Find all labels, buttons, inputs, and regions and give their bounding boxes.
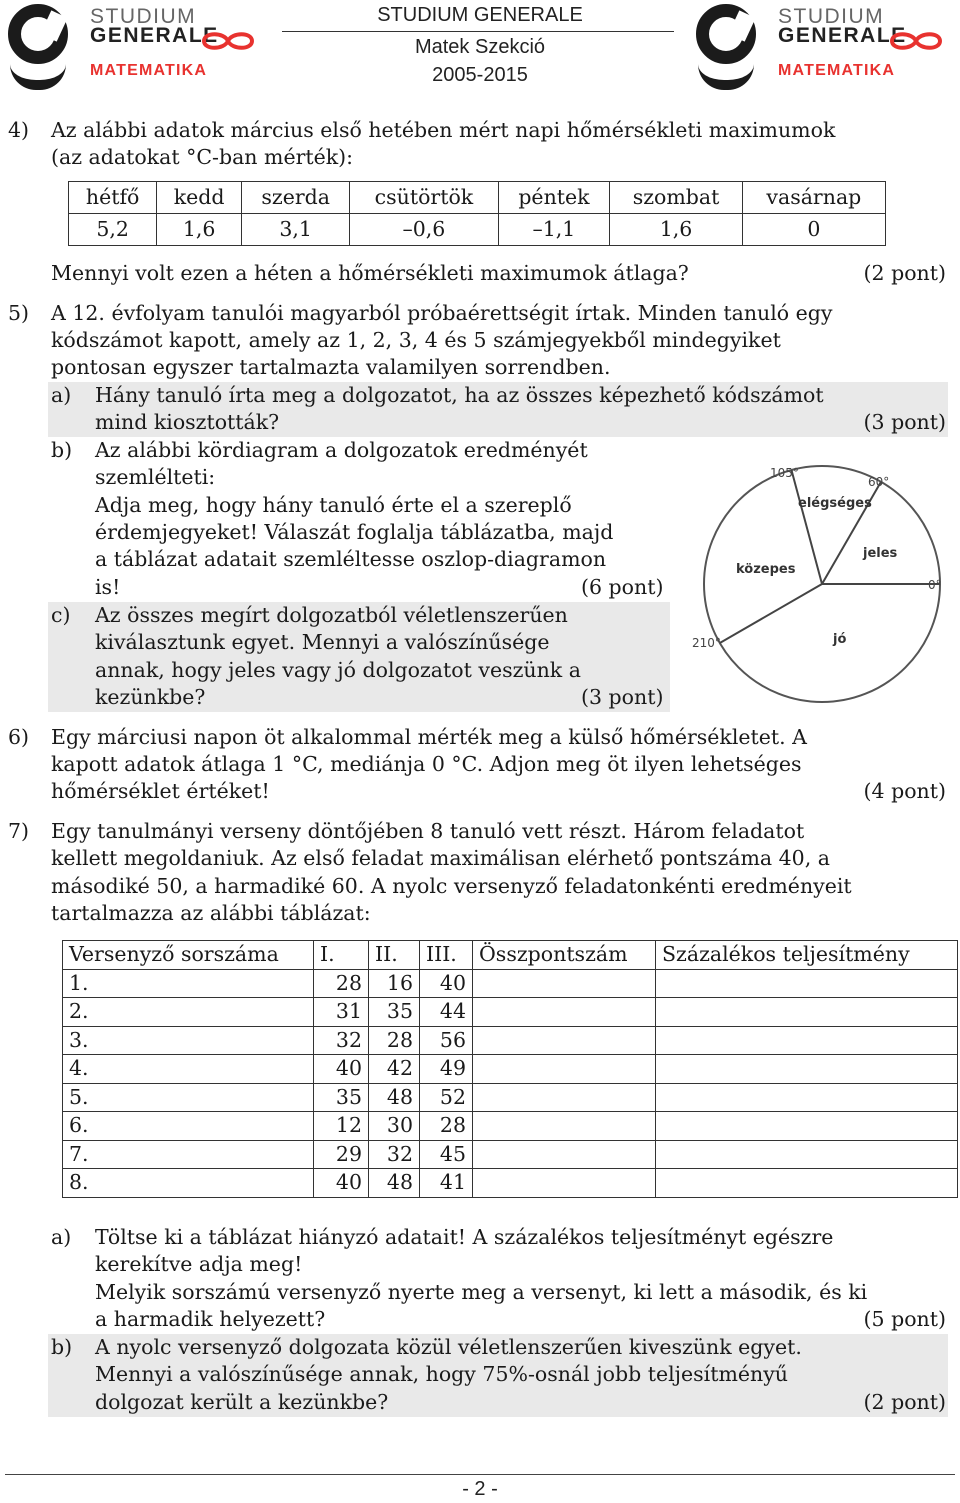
logo-line1: STUDIUM xyxy=(90,5,197,28)
table-header-cell: szerda xyxy=(242,182,350,214)
pie-slice-boundary-210 xyxy=(720,584,822,643)
subtask-text: kiválasztunk egyet. Mennyi a valószínűsége xyxy=(95,630,550,654)
task-number: 7) xyxy=(8,819,30,843)
table-cell: 3,1 xyxy=(242,214,350,246)
table-row xyxy=(63,969,958,998)
subtask-text: kerekítve adja meg! xyxy=(95,1252,303,1276)
table-cell: 35 xyxy=(314,1083,369,1112)
table-cell xyxy=(656,1140,958,1169)
table-cell: 1,6 xyxy=(610,214,742,246)
table-cell: 30 xyxy=(369,1112,420,1141)
task-text: Egy márciusi napon öt alkalommal mérték meg a külső hőmérsékletet. A xyxy=(51,725,807,749)
table-cell: 56 xyxy=(420,1026,473,1055)
infinity-icon xyxy=(888,30,944,52)
task-text: pontosan egyszer tartalmazta valamilyen sorrendben. xyxy=(51,355,611,379)
subtask-text: Adja meg, hogy hány tanuló érte el a szereplő xyxy=(95,493,572,517)
task-text: A 12. évfolyam tanulói magyarból próbaérettségit írtak. Minden tanuló egy xyxy=(51,301,833,325)
table-cell xyxy=(656,1055,958,1084)
table-cell xyxy=(656,1112,958,1141)
table-cell: 32 xyxy=(369,1140,420,1169)
table-cell xyxy=(473,998,656,1027)
angle-label-60: 60° xyxy=(868,475,890,489)
table-cell: 1,6 xyxy=(157,214,242,246)
table-header-cell: csütörtök xyxy=(350,182,498,214)
header-subtitle: Matek Szekció xyxy=(414,36,546,58)
competition-table xyxy=(62,940,958,1198)
table-header-cell: II. xyxy=(369,941,420,970)
subtask-text: szemlélteti: xyxy=(95,465,216,489)
subtask-text: kezünkbe? xyxy=(95,685,206,709)
table-cell: 42 xyxy=(369,1055,420,1084)
table-cell xyxy=(473,969,656,998)
task-text: másodiké 50, a harmadiké 60. A nyolc versenyző feladatonkénti eredményeit xyxy=(51,874,852,898)
table-cell: 31 xyxy=(314,998,369,1027)
table-header-cell: Összpontszám xyxy=(473,941,656,970)
table-header-cell: III. xyxy=(420,941,473,970)
table-body xyxy=(63,969,958,1197)
table-cell: 44 xyxy=(420,998,473,1027)
table-cell: 6. xyxy=(63,1112,314,1141)
task-text: hőmérséklet értéket! xyxy=(51,779,270,803)
logo-line2: GENERALE xyxy=(90,24,219,47)
pie-slice-label-jeles: jeles xyxy=(863,546,898,561)
page-number: - 2 - xyxy=(462,1478,498,1500)
table-cell: 40 xyxy=(420,969,473,998)
table-cell: 8. xyxy=(63,1169,314,1198)
task-points: (3 pont) xyxy=(863,410,946,434)
table-cell xyxy=(656,1083,958,1112)
table-row xyxy=(63,1026,958,1055)
table-cell xyxy=(473,1026,656,1055)
header-years: 2005-2015 xyxy=(432,64,528,86)
task-text: Az alábbi adatok március első hetében mért napi hőmérsékleti maximumok xyxy=(51,118,836,142)
angle-label-105: 105° xyxy=(770,466,799,480)
table-cell: 12 xyxy=(314,1112,369,1141)
table-cell: 40 xyxy=(314,1055,369,1084)
task-number: 4) xyxy=(8,118,30,142)
logo-line2: GENERALE xyxy=(778,24,907,47)
task-points: (2 pont) xyxy=(863,1390,946,1414)
angle-label-0: 0° xyxy=(928,578,942,592)
table-header-cell: vasárnap xyxy=(742,182,885,214)
task-text: kellett megoldaniuk. Az első feladat maximálisan elérhető pontszáma 40, a xyxy=(51,846,830,870)
task-text: kapott adatok átlaga 1 °C, mediánja 0 °C. Adjon meg öt ilyen lehetséges xyxy=(51,752,802,776)
subtask-text: érdemjegyeket! Válaszát foglalja táblázatba, majd xyxy=(95,520,614,544)
subtask-text: Töltse ki a táblázat hiányzó adatait! A százalékos teljesítményt egészre xyxy=(95,1225,834,1249)
task-points: (4 pont) xyxy=(863,779,946,803)
table-cell: –1,1 xyxy=(498,214,610,246)
table-header-cell: péntek xyxy=(498,182,610,214)
table-cell: 52 xyxy=(420,1083,473,1112)
table-header-cell: Versenyző sorszáma xyxy=(63,941,314,970)
footer-divider xyxy=(5,1474,955,1475)
table-cell: 3. xyxy=(63,1026,314,1055)
table-cell: –0,6 xyxy=(350,214,498,246)
task-number: 5) xyxy=(8,301,30,325)
subtask-label: a) xyxy=(51,1225,72,1249)
logo-ring-icon xyxy=(696,4,756,64)
table-row xyxy=(69,214,886,246)
table-cell xyxy=(473,1083,656,1112)
angle-label-210: 210° xyxy=(692,636,721,650)
table-cell xyxy=(473,1140,656,1169)
task-number: 6) xyxy=(8,725,30,749)
subtask-label: a) xyxy=(51,383,72,407)
table-cell: 45 xyxy=(420,1140,473,1169)
table-cell: 48 xyxy=(369,1169,420,1198)
temperature-table xyxy=(68,181,886,246)
logo-tail-icon xyxy=(10,64,66,90)
table-header-cell: Százalékos teljesítmény xyxy=(656,941,958,970)
header-divider xyxy=(282,31,674,32)
logo-line1: STUDIUM xyxy=(778,5,885,28)
subtask-text: a harmadik helyezett? xyxy=(95,1307,326,1331)
table-header-cell: hétfő xyxy=(69,182,157,214)
table-cell xyxy=(473,1112,656,1141)
table-cell: 2. xyxy=(63,998,314,1027)
table-row xyxy=(63,1112,958,1141)
table-cell: 32 xyxy=(314,1026,369,1055)
table-cell xyxy=(656,998,958,1027)
task-question: Mennyi volt ezen a héten a hőmérsékleti maximumok átlaga? xyxy=(51,261,689,285)
table-cell: 0 xyxy=(742,214,885,246)
table-cell: 35 xyxy=(369,998,420,1027)
task-text: Egy tanulmányi verseny döntőjében 8 tanuló vett részt. Három feladatot xyxy=(51,819,805,843)
subtask-text: Mennyi a valószínűsége annak, hogy 75%-osnál jobb teljesítményű xyxy=(95,1362,788,1386)
subtask-text: Az alábbi kördiagram a dolgozatok eredményét xyxy=(95,438,588,462)
subtask-text: Hány tanuló írta meg a dolgozatot, ha az összes képezhető kódszámot xyxy=(95,383,824,407)
table-row xyxy=(63,941,958,970)
subtask-text: annak, hogy jeles vagy jó dolgozatot veszünk a xyxy=(95,658,581,682)
logo-ring-icon xyxy=(8,4,68,64)
task-text: tartalmazza az alábbi táblázat: xyxy=(51,901,371,925)
table-cell: 41 xyxy=(420,1169,473,1198)
subtask-text: Az összes megírt dolgozatból véletlenszerűen xyxy=(95,603,568,627)
subtask-text: is! xyxy=(95,575,121,599)
table-cell: 1. xyxy=(63,969,314,998)
table-cell: 5,2 xyxy=(69,214,157,246)
pie-slice-boundary-105 xyxy=(791,470,822,584)
subtask-label: c) xyxy=(51,603,71,627)
table-cell: 40 xyxy=(314,1169,369,1198)
subtask-text: mind kiosztották? xyxy=(95,410,280,434)
table-cell: 16 xyxy=(369,969,420,998)
subtask-label: b) xyxy=(51,1335,73,1359)
table-cell: 28 xyxy=(369,1026,420,1055)
table-cell: 4. xyxy=(63,1055,314,1084)
table-header-cell: kedd xyxy=(157,182,242,214)
table-cell xyxy=(656,1169,958,1198)
logo-line3: MATEMATIKA xyxy=(778,62,896,79)
table-cell: 5. xyxy=(63,1083,314,1112)
task-text: kódszámot kapott, amely az 1, 2, 3, 4 és 5 számjegyekből mindegyiket xyxy=(51,328,781,352)
table-cell: 7. xyxy=(63,1140,314,1169)
table-cell: 28 xyxy=(314,969,369,998)
subtask-label: b) xyxy=(51,438,73,462)
subtask-text: dolgozat került a kezünkbe? xyxy=(95,1390,389,1414)
pie-slice-label-jo: jó xyxy=(833,632,847,647)
table-cell: 29 xyxy=(314,1140,369,1169)
table-header-cell: szombat xyxy=(610,182,742,214)
pie-slice-label-elegseges: elégséges xyxy=(798,496,872,511)
task-points: (6 pont) xyxy=(581,575,664,599)
table-header-cell: I. xyxy=(314,941,369,970)
subtask-text: Melyik sorszámú versenyző nyerte meg a versenyt, ki lett a második, és ki xyxy=(95,1280,868,1304)
table-cell xyxy=(473,1169,656,1198)
table-cell: 28 xyxy=(420,1112,473,1141)
table-cell xyxy=(656,969,958,998)
task-points: (5 pont) xyxy=(863,1307,946,1331)
infinity-icon xyxy=(200,30,256,52)
table-row xyxy=(63,1169,958,1198)
header-title: STUDIUM GENERALE xyxy=(377,4,583,26)
task-text: (az adatokat °C-ban mérték): xyxy=(51,145,354,169)
logo-line3: MATEMATIKA xyxy=(90,62,208,79)
task-points: (3 pont) xyxy=(581,685,664,709)
logo-tail-icon xyxy=(698,64,754,90)
table-cell xyxy=(656,1026,958,1055)
table-cell: 48 xyxy=(369,1083,420,1112)
subtask-text: A nyolc versenyző dolgozata közül véletlenszerűen kiveszünk egyet. xyxy=(95,1335,802,1359)
table-cell: 49 xyxy=(420,1055,473,1084)
table-row xyxy=(63,1140,958,1169)
task-points: (2 pont) xyxy=(863,261,946,285)
table-row xyxy=(69,182,886,214)
table-row xyxy=(63,1055,958,1084)
table-cell xyxy=(473,1055,656,1084)
table-row xyxy=(63,998,958,1027)
pie-slice-label-kozepes: közepes xyxy=(736,562,796,577)
table-row xyxy=(63,1083,958,1112)
subtask-text: a táblázat adatait szemléltesse oszlop-diagramon xyxy=(95,547,607,571)
